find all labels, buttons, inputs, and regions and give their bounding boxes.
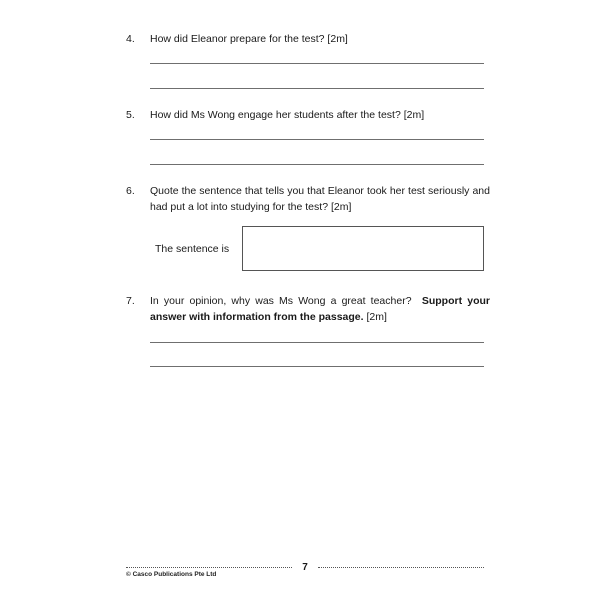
question-marks: [2m]: [366, 311, 387, 323]
copyright-notice: © Casco Publications Pte Ltd: [126, 571, 217, 578]
question-number: 5.: [126, 109, 135, 121]
question-number: 4.: [126, 33, 135, 45]
answer-line[interactable]: [150, 88, 484, 89]
question-number: 7.: [126, 295, 135, 307]
page-number: 7: [302, 562, 308, 573]
answer-line[interactable]: [150, 366, 484, 367]
question-text: [150, 293, 490, 325]
question-text: How did Eleanor prepare for the test? [2m]: [150, 33, 348, 45]
question-text-plain: In your opinion, why was Ms Wong a great teacher?: [150, 295, 412, 307]
sentence-answer-box[interactable]: [242, 226, 484, 271]
question-text: Quote the sentence that tells you that Eleanor took her test seriously and had put a lot into studying for the test? [2m]: [150, 185, 490, 213]
question-number: 6.: [126, 185, 135, 197]
question-text-bold: Support your answer with information from the passage.: [150, 295, 490, 323]
footer-divider-left: [126, 567, 292, 568]
answer-line[interactable]: [150, 139, 484, 140]
answer-line[interactable]: [150, 63, 484, 64]
footer-divider-right: [318, 567, 484, 568]
answer-line[interactable]: [150, 164, 484, 165]
answer-line[interactable]: [150, 342, 484, 343]
question-text: How did Ms Wong engage her students after the test? [2m]: [150, 109, 425, 121]
sentence-label: The sentence is: [155, 243, 230, 255]
